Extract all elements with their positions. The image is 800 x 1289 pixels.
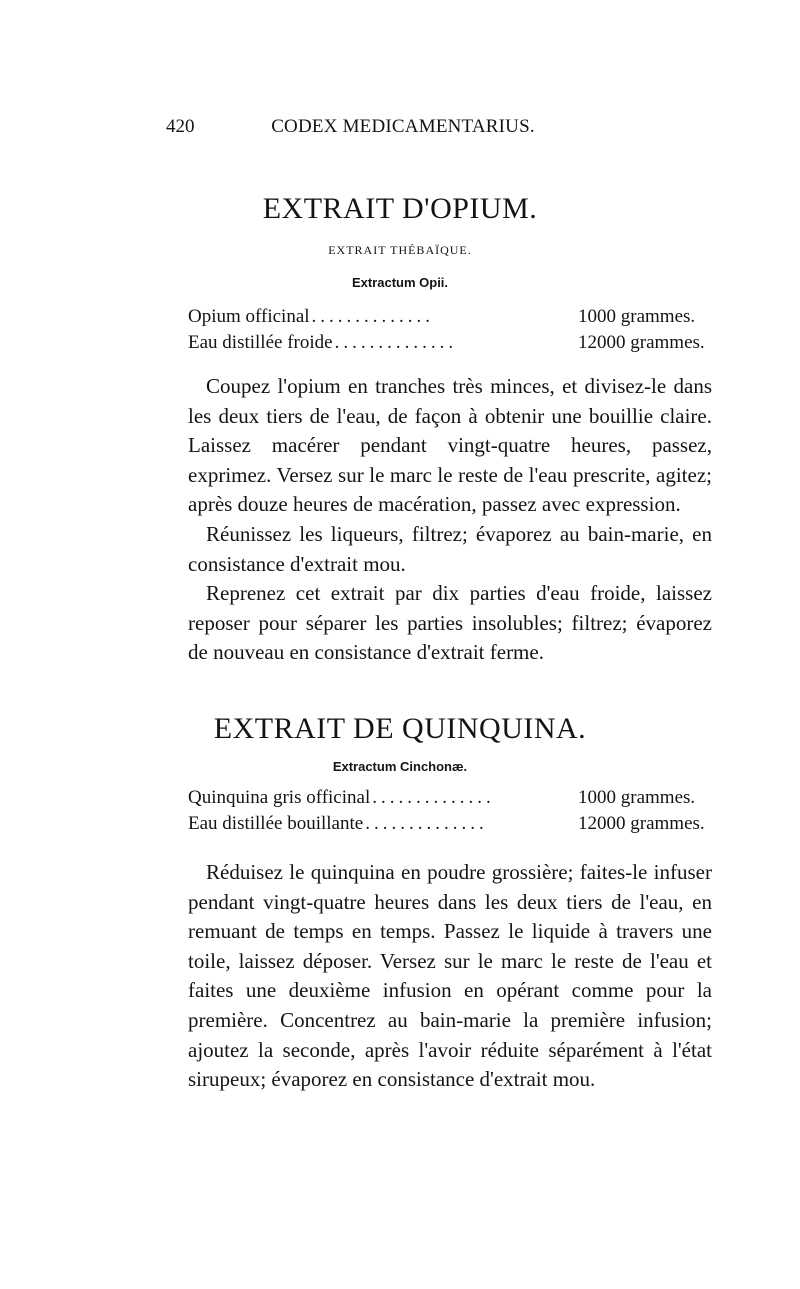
recipe-row (188, 332, 712, 358)
latin-name-opium: Extractum Opii. (351, 275, 449, 290)
leader-dots: .............. (365, 813, 488, 834)
recipe-opium (188, 306, 712, 358)
ingredient-name: Opium officinal (188, 306, 310, 327)
instructions-quinquina (188, 858, 712, 1095)
section-subtitle-opium: EXTRAIT THÉBAÏQUE. (328, 243, 472, 257)
recipe-row (188, 813, 712, 839)
recipe-row (188, 306, 712, 332)
latin-name-quinquina: Extractum Cinchonæ. (332, 759, 468, 774)
recipe-quinquina (188, 787, 712, 839)
section-title-opium: EXTRAIT D'OPIUM. (262, 192, 538, 225)
recipe-row (188, 787, 712, 813)
paragraph: Reprenez cet extrait par dix parties d'eau froide, laissez reposer pour séparer les parties insolubles; filtrez; évaporez de nouveau en consistance d'extrait ferme. (188, 581, 712, 665)
leader-dots: .............. (311, 306, 435, 327)
ingredient-quantity: 12000 grammes. (578, 332, 705, 353)
section-title-quinquina: EXTRAIT DE QUINQUINA. (213, 712, 587, 745)
ingredient-quantity: 12000 grammes. (578, 813, 705, 834)
running-title: CODEX MEDICAMENTARIUS. (271, 116, 535, 137)
ingredient-name: Eau distillée froide (188, 332, 333, 353)
ingredient-name: Quinquina gris officinal (188, 787, 371, 808)
instructions-opium (188, 372, 712, 668)
paragraph: Coupez l'opium en tranches très minces, et divisez-le dans les deux tiers de l'eau, de façon à obtenir une bouillie claire. Laissez macérer pendant vingt-quatre heures, passez, exprimez. Versez sur le marc le reste de l'eau prescrite, agitez; après douze heures de macération, passez avec expression. (188, 374, 712, 517)
leader-dots: .............. (334, 332, 458, 353)
paragraph: Réduisez le quinquina en poudre grossière; faites-le infuser pendant vingt-quatre heures dans les deux tiers de l'eau, en remuant de temps en temps. Passez le liquide à travers une toile, laissez déposer. Versez sur le marc le reste de l'eau et faites une deuxième infusion en opérant comme pour la première. Concentrez au bain-marie la première infusion; ajoutez la seconde, après l'avoir réduite séparément à l'état sirupeux; évaporez en consistance d'extrait mou. (188, 860, 712, 1092)
ingredient-quantity: 1000 grammes. (578, 787, 696, 808)
paragraph: Réunissez les liqueurs, filtrez; évaporez au bain-marie, en consistance d'extrait mou. (188, 521, 712, 576)
leader-dots: .............. (372, 787, 495, 808)
ingredient-quantity: 1000 grammes. (578, 306, 696, 327)
ingredient-name: Eau distillée bouillante (188, 813, 364, 834)
page-number: 420 (166, 116, 195, 137)
